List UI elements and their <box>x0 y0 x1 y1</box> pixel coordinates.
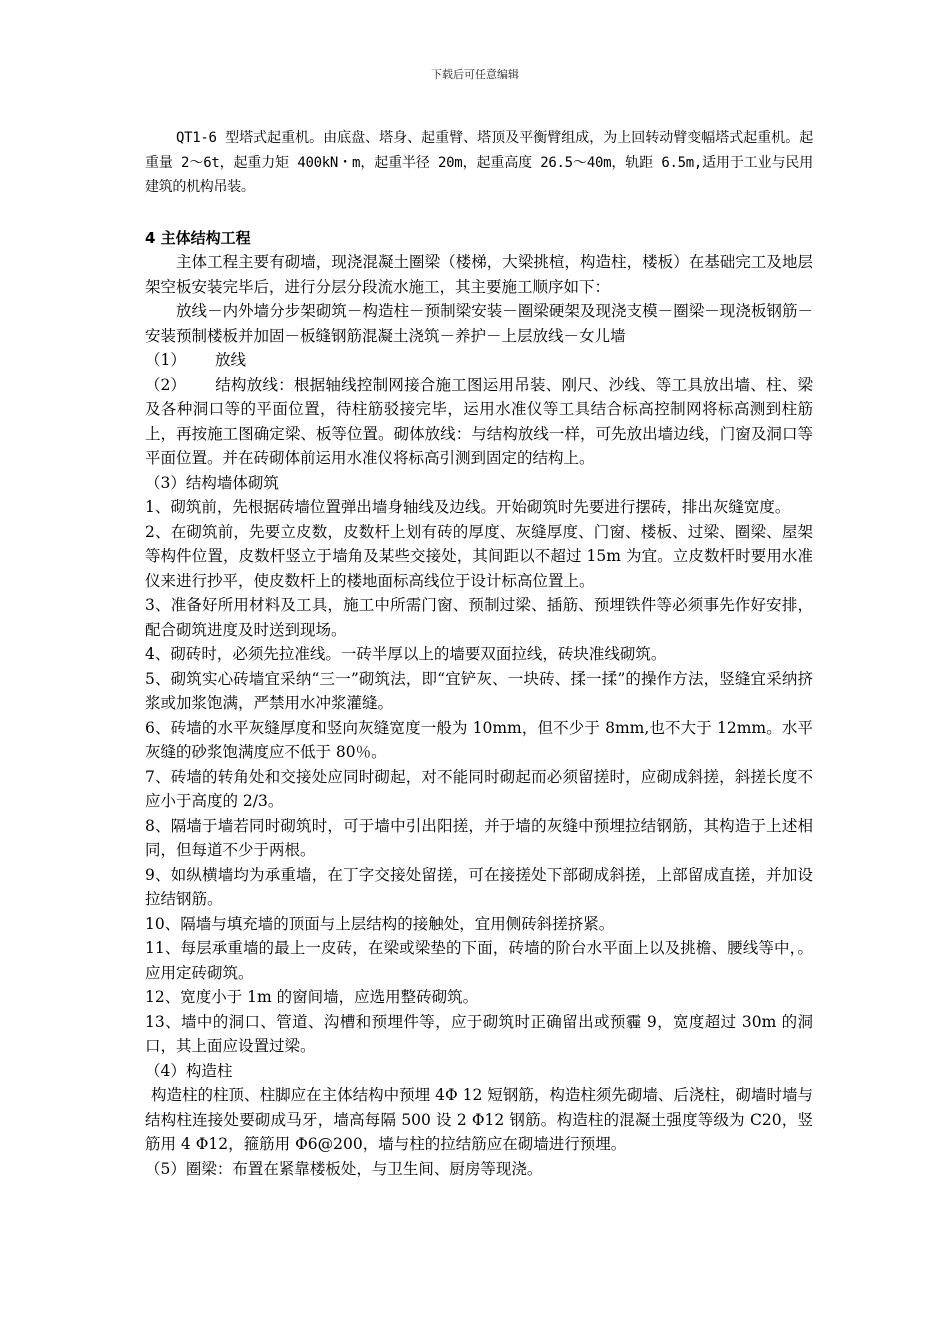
section-heading: 4 主体结构工程 <box>145 228 251 247</box>
section-intro-paragraph: 主体工程主要有砌墙，现浇混凝土圈梁（楼梯，大梁挑楦，构造柱，楼板）在基础完工及地层架空板安装完毕后，进行分层分段流水施工，其主要施工顺序如下： <box>145 253 813 296</box>
list-item: 10、隔墙与填充墙的顶面与上层结构的接触处，宜用侧砖斜搓挤紧。 <box>145 914 615 933</box>
item-1 <box>145 348 813 373</box>
crane-paragraph: QT1-6 型塔式起重机。由底盘、塔身、起重臂、塔顶及平衡臂组成，为上回转动臂变幅塔式起重机。起重量 2～6t，起重力矩 400kN・m，起重半径 20m，起重高度 26.5～40m，轨距 6.5m,适用于工业与民用建筑的机构吊装。 <box>145 130 813 195</box>
item-4-heading: （4）构造柱 <box>145 1061 233 1080</box>
item-2 <box>145 373 813 471</box>
page-header: 下载后可任意编辑 <box>431 68 519 81</box>
list-item: 7、砖墙的转角处和交接处应同时砌起，对不能同时砌起而必须留搓时，应砌成斜搓，斜搓长度不应小于高度的 2/3。 <box>145 767 813 810</box>
item-1-number: （1） <box>145 351 186 369</box>
list-item: 4、砌砖时，必须先拉准线。一砖半厚以上的墙要双面拉线，砖块准线砌筑。 <box>145 645 667 663</box>
list-item: 11、每层承重墙的最上一皮砖，在梁或梁垫的下面，砖墙的阶台水平面上以及挑檐、腰线等中，。应用定砖砌筑。 <box>145 939 813 982</box>
construction-sequence-paragraph: 放线－内外墙分步架砌筑－构造柱－预制梁安装－圈梁硬架及现浇支模－圈梁－现浇板钢筋－安装预制楼板并加固－板缝钢筋混凝土浇筑－养护－上层放线－女儿墙 <box>145 302 813 345</box>
item-1-text: 放线 <box>215 351 247 369</box>
item-3-heading: （3）结构墙体砌筑 <box>145 473 279 492</box>
list-item: 9、如纵横墙均为承重墙，在丁字交接处留搓，可在接搓处下部砌成斜搓，上部留成直搓，并加设拉结钢筋。 <box>145 865 813 908</box>
document-body <box>145 126 813 1181</box>
list-item: 13、墙中的洞口、管道、沟槽和预埋件等，应于砌筑时正确留出或预霾 9，宽度超过 30m 的洞口，其上面应设置过梁。 <box>145 1012 813 1055</box>
item-2-number: （2） <box>145 375 186 394</box>
item-5: （5）圈梁：布置在紧靠楼板处，与卫生间、厨房等现浇。 <box>145 1159 543 1178</box>
list-item: 5、砌筑实心砖墙宜采纳“三一”砌筑法，即“宜铲灰、一块砖、揉一揉”的操作方法，竖缝宜采纳挤浆或加浆饱满，严禁用水冲浆灌缝。 <box>145 669 813 712</box>
list-item: 6、砖墙的水平灰缝厚度和竖向灰缝宽度一般为 10mm，但不少于 8mm,也不大于 12mm。水平灰缝的砂浆饱满度应不低于 80％。 <box>145 718 813 761</box>
list-item: 1、砌筑前，先根据砖墙位置弹出墙身轴线及边线。开始砌筑时先要进行摆砖，排出灰缝宽度。 <box>145 498 791 516</box>
list-item: 2、在砌筑前，先要立皮数，皮数杆上划有砖的厚度、灰缝厚度、门窗、楼板、过梁、圈梁、屋架等构件位置，皮数杆竖立于墙角及某些交接处，其间距以不超过 15m 为宜。立皮数杆时要用水准仪来进行抄平，使皮数杆上的楼地面标高线位于设计标高位置上。 <box>145 522 813 590</box>
list-item: 3、准备好所用材料及工具，施工中所需门窗、预制过梁、插筋、预埋铁件等必须事先作好安排，配合砌筑进度及时送到现场。 <box>145 596 813 639</box>
item-4-text: 构造柱的柱顶、柱脚应在主体结构中预埋 4Φ 12 短钢筋，构造柱须先砌墙、后浇柱，砌墙时墙与结构柱连接处要砌成马牙，墙高每隔 500 设 2 Φ12 钢筋。构造柱的混凝土强度等级为 C20，竖筋用 4 Φ12，箍筋用 Φ6@200，墙与柱的拉结筋应在砌墙进行预埋。 <box>145 1086 813 1153</box>
list-item: 8、隔墙于墙若同时砌筑时，可于墙中引出阳搓，并于墙的灰缝中预埋拉结钢筋，其构造于上述相同，但每道不少于两根。 <box>145 816 813 859</box>
item-2-text: 结构放线：根据轴线控制网接合施工图运用吊装、刚尺、沙线、等工具放出墙、柱、梁及各种洞口等的平面位置，待柱筋驳接完毕，运用水准仪等工具结合标高控制网将标高测到柱筋上，再按施工图确定梁、板等位置。砌体放线：与结构放线一样，可先放出墙边线，门窗及洞口等平面位置。并在砖砌体前运用水准仪将标高引测到固定的结构上。 <box>145 375 813 467</box>
list-item: 12、宽度小于 1m 的窗间墙，应选用整砖砌筑。 <box>145 988 479 1006</box>
